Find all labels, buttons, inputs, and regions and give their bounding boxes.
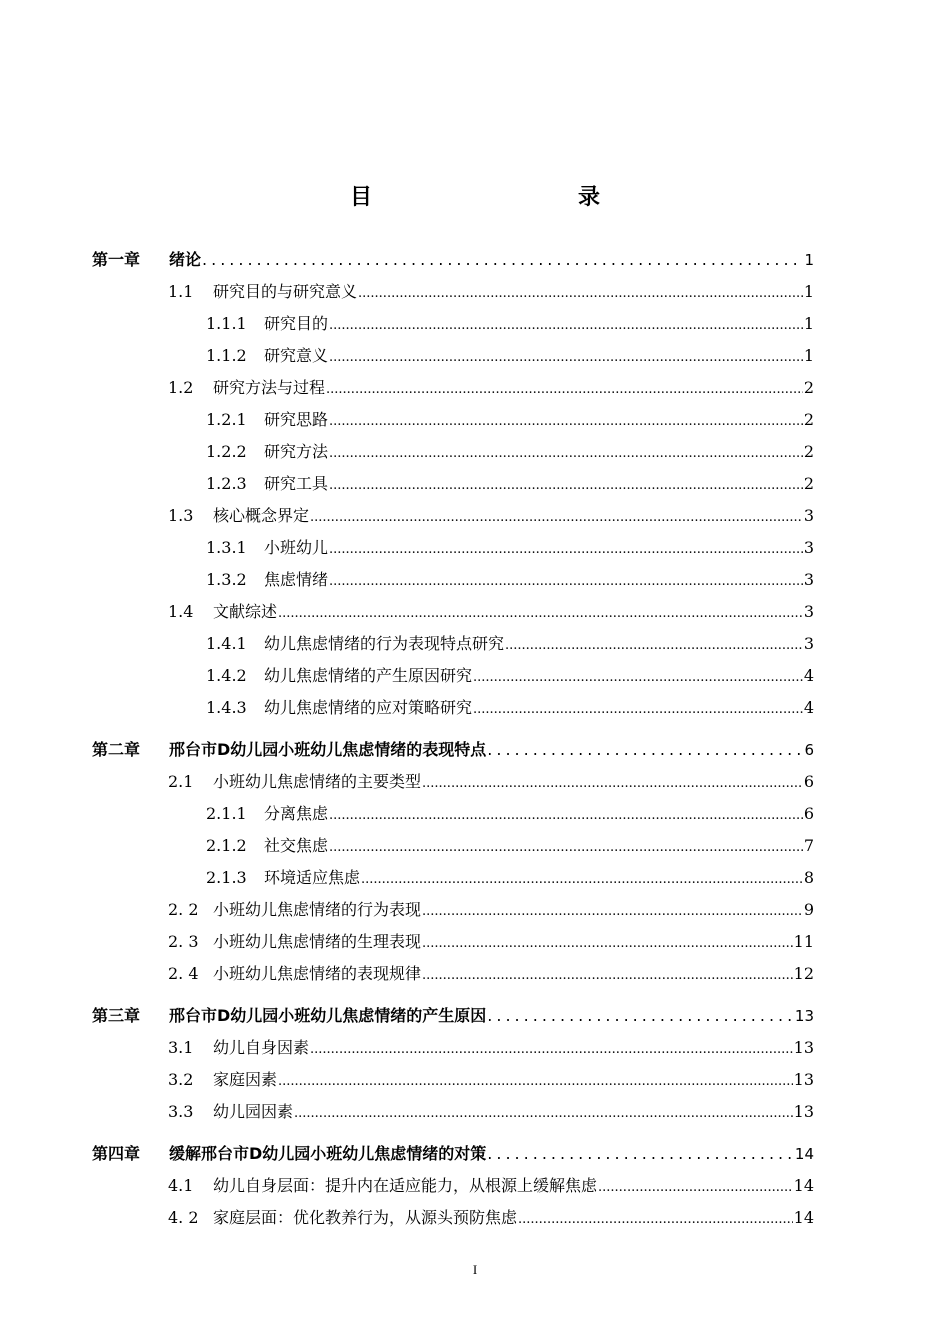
toc-subsection-entry[interactable]: [92, 308, 814, 340]
toc-entry-page-number: 7: [803, 836, 814, 855]
toc-entry-page-number: 2: [803, 378, 814, 397]
toc-entry-page-number: 2: [803, 410, 814, 429]
toc-subsection-entry[interactable]: [92, 436, 814, 468]
toc-entry-page-number: 4: [803, 666, 814, 685]
toc-section-entry[interactable]: [92, 372, 814, 404]
toc-entry-title: 幼儿自身层面：提升内在适应能力，从根源上缓解焦虑: [213, 1176, 598, 1195]
toc-entry-page-number: 1: [804, 251, 814, 269]
toc-entry-number: 1.4.1: [206, 634, 247, 653]
toc-entry-number: 2. 3: [168, 932, 199, 951]
toc-subsection-entry[interactable]: [92, 692, 814, 724]
toc-entry-page-number: 3: [803, 602, 814, 621]
toc-entry-number: 4. 2: [168, 1208, 199, 1227]
toc-section-entry[interactable]: [92, 1096, 814, 1128]
toc-entry-number: 1.1.2: [206, 346, 247, 365]
toc-dot-leader: [329, 534, 803, 566]
toc-entry-title: 邢台市D幼儿园小班幼儿焦虑情绪的产生原因: [169, 1006, 487, 1025]
toc-entry-number: 第二章: [92, 740, 141, 759]
toc-entry-page-number: 2: [803, 442, 814, 461]
toc-section-entry[interactable]: [92, 1064, 814, 1096]
toc-subsection-entry[interactable]: [92, 798, 814, 830]
toc-entry-title: 幼儿焦虑情绪的产生原因研究: [264, 666, 473, 685]
toc-section-entry[interactable]: [92, 1202, 814, 1234]
toc-entry-title: 研究方法与过程: [213, 378, 326, 397]
toc-entry-title: 小班幼儿焦虑情绪的表现规律: [213, 964, 422, 983]
toc-section-entry[interactable]: [92, 766, 814, 798]
toc-entry-number: 2.1.1: [206, 804, 247, 823]
toc-dot-leader: [358, 278, 803, 310]
toc-entry-page-number: 9: [803, 900, 814, 919]
toc-entry-number: 3.3: [168, 1102, 194, 1121]
toc-dot-leader: [422, 768, 803, 800]
toc-subsection-entry[interactable]: [92, 404, 814, 436]
toc-chapter-entry[interactable]: [92, 1138, 814, 1170]
toc-entry-title: 研究意义: [264, 346, 329, 365]
toc-entry-page-number: 6: [803, 772, 814, 791]
toc-entry-title: 研究目的: [264, 314, 329, 333]
toc-entry-title: 小班幼儿焦虑情绪的行为表现: [213, 900, 422, 919]
toc-dot-leader: [329, 342, 803, 374]
toc-dot-leader: [329, 406, 803, 438]
toc-subsection-entry[interactable]: [92, 628, 814, 660]
toc-subsection-entry[interactable]: [92, 532, 814, 564]
toc-entry-title: 分离焦虑: [264, 804, 329, 823]
toc-entry-title: 研究工具: [264, 474, 329, 493]
toc-entry-title: 研究方法: [264, 442, 329, 461]
toc-entry-title: 社交焦虑: [264, 836, 329, 855]
toc-dot-leader: [422, 928, 793, 960]
toc-dot-leader: [329, 438, 803, 470]
toc-entry-number: 3.2: [168, 1070, 194, 1089]
toc-entry-number: 3.1: [168, 1038, 194, 1057]
toc-entry-title: 焦虑情绪: [264, 570, 329, 589]
toc-entry-number: 1.3.1: [206, 538, 247, 557]
toc-entry-title: 幼儿焦虑情绪的行为表现特点研究: [264, 634, 505, 653]
toc-dot-leader: [329, 832, 803, 864]
toc-dot-leader: [422, 960, 793, 992]
toc-dot-leader: [473, 694, 803, 726]
toc-entry-page-number: 2: [803, 474, 814, 493]
toc-entry-number: 4.1: [168, 1176, 194, 1195]
toc-entry-page-number: 3: [803, 506, 814, 525]
toc-dot-leader: [278, 1066, 793, 1098]
toc-title: 目 录: [349, 185, 654, 210]
toc-dot-leader: [361, 864, 803, 896]
toc-entry-number: 1.2.2: [206, 442, 247, 461]
toc-entry-number: 1.3.2: [206, 570, 247, 589]
toc-entry-number: 1.4.3: [206, 698, 247, 717]
toc-entry-number: 1.1: [168, 282, 194, 301]
toc-entry-page-number: 3: [803, 538, 814, 557]
toc-entry-number: 2.1.2: [206, 836, 247, 855]
toc-entry-number: 1.1.1: [206, 314, 247, 333]
toc-entry-number: 1.4: [168, 602, 194, 621]
toc-entry-page-number: 8: [803, 868, 814, 887]
toc-entry-page-number: 6: [803, 804, 814, 823]
toc-dot-leader: [202, 244, 803, 276]
toc-entry-page-number: 11: [793, 932, 814, 951]
toc-entry-number: 2.1.3: [206, 868, 247, 887]
toc-entry-title: 研究目的与研究意义: [213, 282, 358, 301]
toc-entry-title: 家庭层面：优化教养行为，从源头预防焦虑: [213, 1208, 518, 1227]
toc-dot-leader: [294, 1098, 793, 1130]
toc-entry-number: 1.3: [168, 506, 194, 525]
toc-entry-number: 第三章: [92, 1006, 141, 1025]
toc-dot-leader: [518, 1204, 793, 1236]
toc-entry-title: 小班幼儿焦虑情绪的生理表现: [213, 932, 422, 951]
toc-entry-page-number: 13: [793, 1102, 814, 1121]
toc-entry-number: 1.4.2: [206, 666, 247, 685]
toc-entry-title: 家庭因素: [213, 1070, 278, 1089]
toc-dot-leader: [278, 598, 803, 630]
toc-section-entry[interactable]: [92, 500, 814, 532]
toc-subsection-entry[interactable]: [92, 564, 814, 596]
toc-entry-title: 邢台市D幼儿园小班幼儿焦虑情绪的表现特点: [169, 740, 487, 759]
toc-entry-page-number: 13: [793, 1070, 814, 1089]
toc-entry-page-number: 14: [793, 1208, 814, 1227]
toc-entry-page-number: 13: [793, 1038, 814, 1057]
toc-entry-number: 2.1: [168, 772, 194, 791]
toc-entry-title: 缓解邢台市D幼儿园小班幼儿焦虑情绪的对策: [169, 1144, 487, 1163]
toc-dot-leader: [598, 1172, 793, 1204]
toc-entry-title: 绪论: [169, 250, 202, 269]
toc-entry-title: 幼儿园因素: [213, 1102, 294, 1121]
toc-dot-leader: [487, 1000, 794, 1032]
toc-entry-title: 幼儿自身因素: [213, 1038, 310, 1057]
toc-entry-page-number: 12: [793, 964, 814, 983]
toc-entry-title: 环境适应焦虑: [264, 868, 361, 887]
toc-entry-page-number: 1: [803, 282, 814, 301]
toc-section-entry[interactable]: [92, 1032, 814, 1064]
toc-entry-title: 文献综述: [213, 602, 278, 621]
toc-entry-page-number: 1: [803, 346, 814, 365]
toc-entry-title: 研究思路: [264, 410, 329, 429]
toc-dot-leader: [329, 470, 803, 502]
toc-entry-page-number: 3: [803, 570, 814, 589]
toc-dot-leader: [487, 734, 803, 766]
toc-chapter-entry[interactable]: [92, 244, 814, 276]
toc-dot-leader: [329, 310, 803, 342]
page-number-footer: I: [472, 1262, 478, 1277]
toc-entry-number: 1.2.3: [206, 474, 247, 493]
toc-dot-leader: [505, 630, 803, 662]
toc-entry-title: 小班幼儿: [264, 538, 329, 557]
toc-entry-page-number: 13: [794, 1007, 814, 1025]
toc-entry-page-number: 4: [803, 698, 814, 717]
toc-subsection-entry[interactable]: [92, 660, 814, 692]
toc-dot-leader: [310, 502, 803, 534]
toc-entry-page-number: 3: [803, 634, 814, 653]
toc-dot-leader: [487, 1138, 794, 1170]
toc-chapter-entry[interactable]: [92, 734, 814, 766]
toc-entry-title: 幼儿焦虑情绪的应对策略研究: [264, 698, 473, 717]
toc-section-entry[interactable]: [92, 276, 814, 308]
toc-section-entry[interactable]: [92, 926, 814, 958]
toc-subsection-entry[interactable]: [92, 468, 814, 500]
toc-section-entry[interactable]: [92, 958, 814, 990]
toc-chapter-entry[interactable]: [92, 1000, 814, 1032]
toc-dot-leader: [310, 1034, 793, 1066]
toc-entry-page-number: 14: [794, 1145, 814, 1163]
toc-dot-leader: [329, 566, 803, 598]
toc-section-entry[interactable]: [92, 596, 814, 628]
toc-entry-number: 1.2.1: [206, 410, 247, 429]
toc-entry-number: 第四章: [92, 1144, 141, 1163]
toc-subsection-entry[interactable]: [92, 862, 814, 894]
toc-subsection-entry[interactable]: [92, 340, 814, 372]
toc-entry-title: 核心概念界定: [213, 506, 310, 525]
toc-entry-page-number: 1: [803, 314, 814, 333]
toc-dot-leader: [473, 662, 803, 694]
toc-section-entry[interactable]: [92, 894, 814, 926]
toc-entry-number: 2. 2: [168, 900, 199, 919]
toc-entry-page-number: 6: [804, 741, 814, 759]
toc-entry-number: 2. 4: [168, 964, 199, 983]
toc-dot-leader: [326, 374, 803, 406]
toc-entry-number: 1.2: [168, 378, 194, 397]
toc-dot-leader: [329, 800, 803, 832]
toc-subsection-entry[interactable]: [92, 830, 814, 862]
toc-list: [92, 244, 814, 1234]
toc-entry-page-number: 14: [793, 1176, 814, 1195]
toc-entry-title: 小班幼儿焦虑情绪的主要类型: [213, 772, 422, 791]
toc-dot-leader: [422, 896, 803, 928]
toc-entry-number: 第一章: [92, 250, 141, 269]
toc-section-entry[interactable]: [92, 1170, 814, 1202]
